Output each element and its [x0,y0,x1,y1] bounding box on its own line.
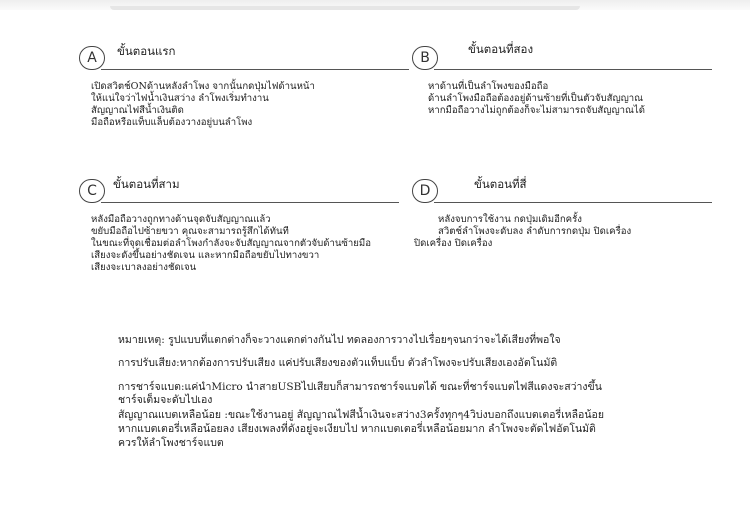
note-charging-1: การชาร์จแบต:แค่นำMicro นำสายUSBไปเสียบก็สามารถชาร์จแบตได้ ขณะที่ชาร์จแบตไฟสีแดงจะสว่างขึ้น [118,381,602,393]
step-b-line-3: หากมือถือวางไม่ถูกต้องก็จะไม่สามารถจับสัญญาณได้ [428,105,645,116]
step-b-badge: B [412,46,438,70]
step-b-line-2: ด้านลำโพงมือถือต้องอยู่ด้านซ้ายที่เป็นตัวจับสัญญาณ [428,93,644,104]
top-edge [0,0,750,10]
step-a-header [79,46,409,76]
step-d-section [412,179,712,250]
note-volume: การปรับเสียง:หากต้องการปรับเสียง แค่ปรับเสียงของตัวแท็บแบ็บ ตัวลำโพงจะปรับเสียงเองอัตโนมัติ [118,357,558,369]
step-d-rule [434,202,712,203]
note-battery-3: ควรให้ลำโพงชาร์จแบต [118,437,224,449]
step-d-line-1: หลังจบการใช้งาน กดปุ่มเดิมอีกครั้ง [438,214,582,225]
step-c-line-2: ขยับมือถือไปซ้ายขวา คุณจะสามารถรู้สึกได้ทันที [91,226,289,237]
step-b-rule [434,69,712,70]
step-a-rule [101,69,409,70]
step-c-line-1: หลังมือถือวางถูกทางด้านจุดจับสัญญาณแล้ว [91,214,271,225]
step-c-header [79,179,419,209]
step-a-line-1: เปิดสวิตช์ONด้านหลังลำโพง จากนั้นกดปุ่มไฟด้านหน้า [91,81,315,92]
step-c-rule [101,202,399,203]
step-a-line-4: มือถือหรือแท็บแล็บต้องวางอยู่บนลำโพง [91,117,253,128]
step-b-section [412,44,712,117]
step-d-header [412,179,712,209]
step-a-badge: A [79,46,105,70]
step-d-badge: D [412,179,438,203]
step-d-line-3: ปิดเครื่อง ปิดเครื่อง [414,238,493,249]
note-general: หมายเหตุ: รูปแบบที่แตกต่างก็จะวางแตกต่างกันไป ทดลองการวางไปเรื่อยๆจนกว่าจะได้เสียงที่พอใจ [118,334,561,346]
step-a-title: ขั้นตอนแรก [117,44,176,58]
step-c-line-4: เสียงจะดังขึ้นอย่างชัดเจน และหากมือถือขยับไปทางขวา [91,250,320,261]
note-charging-2: ชาร์จเต็มจะดับไปเอง [118,394,213,406]
step-b-text [412,81,712,117]
step-c-badge: C [79,179,105,203]
step-d-text [412,214,712,250]
step-b-title: ขั้นตอนที่สอง [468,42,534,56]
step-c-title: ขั้นตอนที่สาม [113,177,180,191]
step-d-line-2: สวิตช์ลำโพงจะดับลง ลำดับการกดปุ่ม ปิดเครื่อง [438,226,632,237]
note-battery-2: หากแบตเตอรี่เหลือน้อยลง เสียงเพลงที่ดังอยู่จะเงียบไป หากแบตเตอรี่เหลือน้อยมาก ลำโพงจะตัดไฟอัตโนมัติ [118,423,596,435]
step-c-line-3: ในขณะที่จุดเชื่อมต่อลำโพงกำลังจะจับสัญญาณจากตัวจับด้านซ้ายมือ [91,238,371,249]
step-b-header [412,44,712,74]
step-c-line-5: เสียงจะเบาลงอย่างชัดเจน [91,262,197,273]
top-edge-tab [110,6,580,10]
step-a-section [79,46,409,129]
step-d-title: ขั้นตอนที่สี่ [474,177,527,191]
step-a-text [79,81,409,129]
step-c-text [79,214,419,274]
note-battery-1: สัญญาณแบตเหลือน้อย :ขณะใช้งานอยู่ สัญญาณไฟสีน้ำเงินจะสว่าง3ครั้งทุกๆ4วิบ่งบอกถึงแบตเตอรี่เหลือน้อย [118,409,604,421]
step-c-section [79,179,419,274]
step-a-line-3: สัญญาณไฟสีน้ำเงินติด [91,105,184,116]
step-a-line-2: ให้แน่ใจว่าไฟน้ำเงินสว่าง ลำโพงเริ่มทำงาน [91,93,269,104]
step-b-line-1: หาด้านที่เป็นลำโพงของมือถือ [428,81,549,92]
